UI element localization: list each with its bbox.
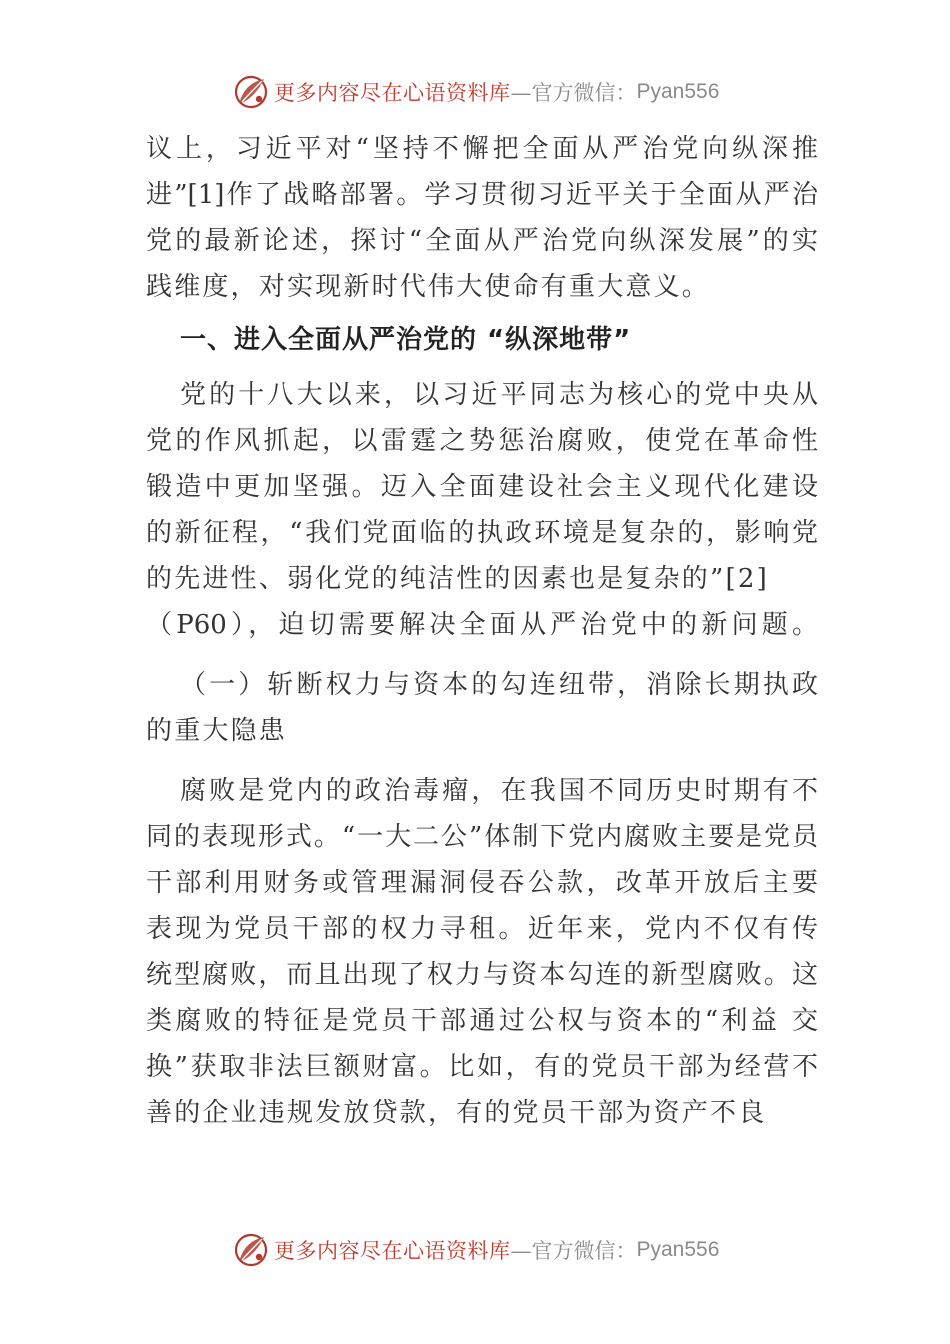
subsection-heading: 的重大隐患 — [146, 716, 288, 746]
leaf-logo-icon — [232, 73, 270, 111]
paragraph-line: 的先进性、弱化党的纯洁性的因素也是复杂的”[2] — [146, 564, 769, 594]
leaf-logo-icon — [232, 1231, 270, 1269]
paragraph-line: 党的最新论述，探讨“全面从严治党向纵深发展”的实 — [146, 226, 818, 256]
paragraph-line: 锻造中更加坚强。迈入全面建设社会主义现代化建设 — [146, 472, 818, 502]
paragraph-line: 腐败是党内的政治毒瘤，在我国不同历史时期有不 — [180, 776, 818, 806]
document-body — [146, 126, 818, 1136]
paragraph-line: 同的表现形式。“一大二公”体制下党内腐败主要是党员 — [146, 822, 818, 852]
paragraph-line: 的新征程，“我们党面临的执政环境是复杂的，影响党 — [146, 518, 818, 548]
banner-wechat-label: —官方微信： — [510, 1239, 637, 1263]
footer-banner — [232, 1230, 732, 1270]
paragraph-line: 践维度，对实现新时代伟大使命有重大意义。 — [146, 272, 711, 302]
section-heading: 一、进入全面从严治党的 “纵深地带” — [180, 325, 632, 355]
paragraph-line: 表现为党员干部的权力寻租。近年来，党内不仅有传 — [146, 914, 818, 944]
paragraph-line: 换”获取非法巨额财富。比如，有的党员干部为经营不 — [146, 1052, 818, 1082]
paragraph-line: 议上，习近平对“坚持不懈把全面从严治党向纵深推 — [146, 134, 818, 164]
banner-wechat-label: —官方微信： — [510, 81, 637, 105]
paragraph-line: 善的企业违规发放贷款，有的党员干部为资产不良 — [146, 1098, 767, 1128]
banner-title: 更多内容尽在心语资料库 — [274, 1239, 511, 1263]
header-banner — [232, 72, 732, 112]
banner-wechat-id: Pyan556 — [636, 80, 720, 103]
banner-wechat-id: Pyan556 — [636, 1238, 720, 1261]
paragraph-line: 统型腐败，而且出现了权力与资本勾连的新型腐败。这 — [146, 960, 818, 990]
banner-title: 更多内容尽在心语资料库 — [274, 81, 511, 105]
paragraph-line: 类腐败的特征是党员干部通过公权与资本的“利益 交 — [146, 1006, 818, 1036]
paragraph-line: 进”[1]作了战略部署。学习贯彻习近平关于全面从严治 — [146, 180, 818, 210]
paragraph-line: （P60），迫切需要解决全面从严治党中的新问题。 — [146, 610, 818, 640]
paragraph-line: 党的十八大以来，以习近平同志为核心的党中央从 — [180, 380, 818, 410]
subsection-heading: （一）斩断权力与资本的勾连纽带，消除长期执政 — [180, 670, 818, 700]
paragraph-line: 党的作风抓起，以雷霆之势惩治腐败，使党在革命性 — [146, 426, 818, 456]
paragraph-line: 干部利用财务或管理漏洞侵吞公款，改革开放后主要 — [146, 868, 818, 898]
